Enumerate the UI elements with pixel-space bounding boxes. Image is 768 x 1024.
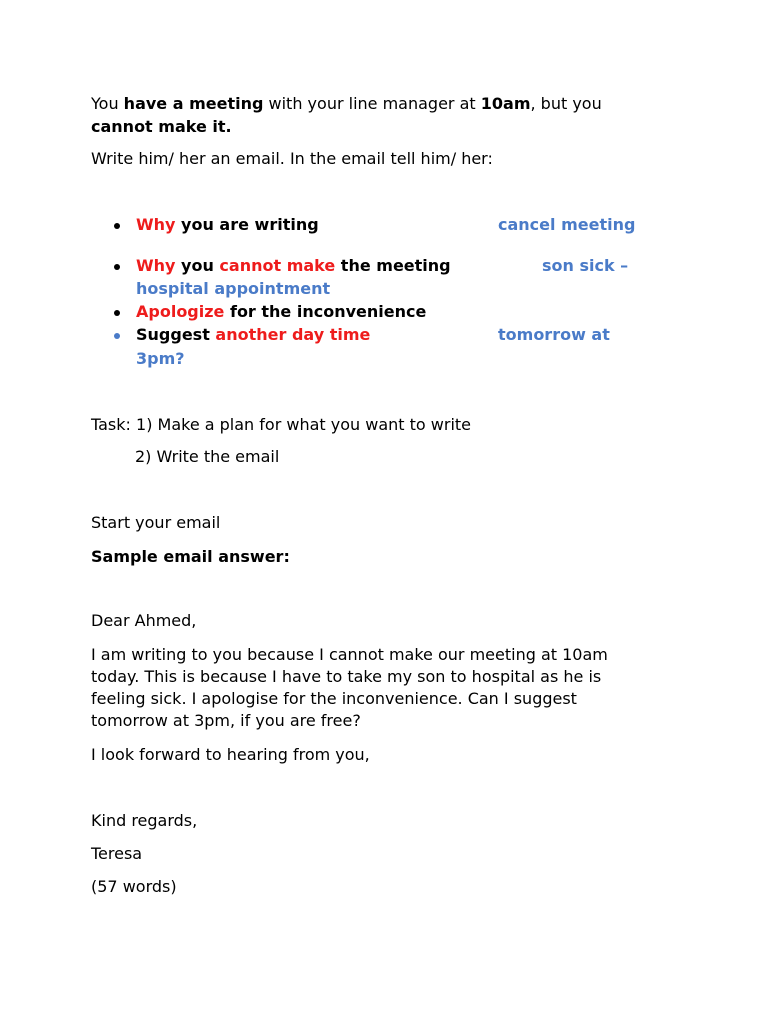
intro-line-1 <box>91 93 602 115</box>
bullet-suggest: Suggest <box>136 325 216 344</box>
bullet-dot <box>114 333 120 339</box>
bullet-why: Why <box>136 215 176 234</box>
bullet-dot <box>114 310 120 316</box>
email-paragraph-line: feeling sick. I apologise for the inconvenience. Can I suggest <box>91 689 577 708</box>
email-closing: Kind regards, <box>91 811 198 830</box>
bullet-2-note-cont: hospital appointment <box>136 279 331 298</box>
sample-heading: Sample email answer: <box>91 547 290 566</box>
task-line-2: 2) Write the email <box>135 447 280 466</box>
bullet-4 <box>136 324 370 346</box>
bullet-dot <box>114 264 120 270</box>
email-greeting: Dear Ahmed, <box>91 611 197 630</box>
email-signature: Teresa <box>91 844 143 863</box>
bullet-dot <box>114 223 120 229</box>
task-line-1: Task: 1) Make a plan for what you want to write <box>91 415 471 434</box>
intro-bold-meeting: have a meeting <box>123 94 264 113</box>
bullet-text: the meeting <box>335 256 451 275</box>
bullet-text: you <box>175 256 220 275</box>
bullet-cannot-make: cannot make <box>219 256 336 275</box>
bullet-apologize: Apologize <box>136 302 225 321</box>
start-email-text: Start your email <box>91 513 221 532</box>
email-paragraph-line: I am writing to you because I cannot make our meeting at 10am <box>91 645 608 664</box>
bullet-1-note: cancel meeting <box>498 215 636 234</box>
bullet-3 <box>136 301 426 323</box>
intro-bold-time: 10am <box>480 94 531 113</box>
email-paragraph-line: today. This is because I have to take my son to hospital as he is <box>91 667 602 686</box>
intro-text: , but you <box>530 94 602 113</box>
bullet-2 <box>136 255 451 277</box>
email-paragraph-line: tomorrow at 3pm, if you are free? <box>91 711 361 730</box>
bullet-another-day: another day time <box>215 325 371 344</box>
bullet-1 <box>136 214 319 236</box>
bullet-4-note-cont: 3pm? <box>136 349 185 368</box>
intro-text: You <box>91 94 124 113</box>
bullet-4-note: tomorrow at <box>498 325 610 344</box>
bullet-text: you are writing <box>175 215 319 234</box>
email-forward-line: I look forward to hearing from you, <box>91 745 370 764</box>
intro-line-3: Write him/ her an email. In the email tell him/ her: <box>91 149 493 168</box>
bullet-text: for the inconvenience <box>224 302 427 321</box>
intro-text: with your line manager at <box>263 94 481 113</box>
bullet-why: Why <box>136 256 176 275</box>
bullet-2-note: son sick – <box>542 256 629 275</box>
intro-line-2: cannot make it. <box>91 117 232 136</box>
word-count: (57 words) <box>91 877 177 896</box>
